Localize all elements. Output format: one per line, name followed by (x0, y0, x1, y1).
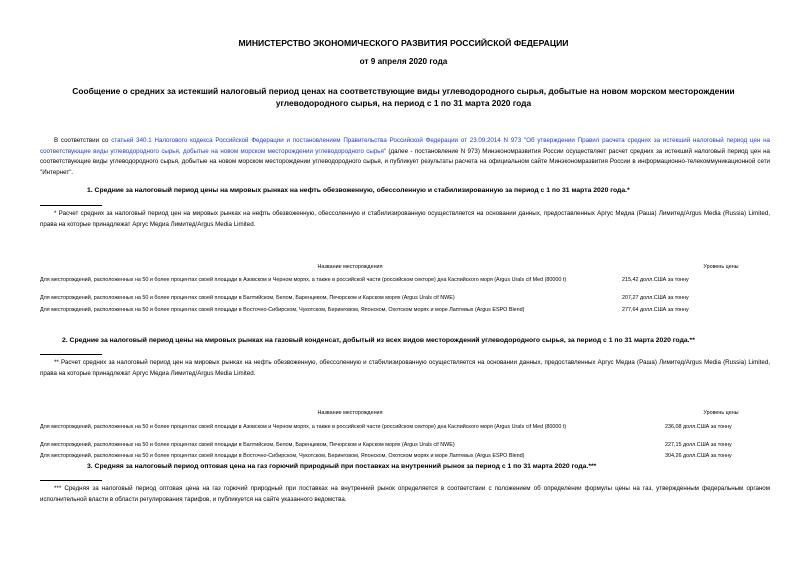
section2-footnote-text: ** Расчет средних за налоговый период цен на мировых рынках на нефть обезвоженную, обессоленную и стабилизированную осуществляется на основании данных, предоставленных Аргус Медиа (Раша) Лимитед/Argus Media (Russia) Limited, права на которые принадлежат Аргус Медиа Лимитед/Argus Media Limited. (40, 359, 770, 377)
column-header-name: Название месторождения (317, 410, 383, 416)
section2-footnote (40, 358, 770, 379)
section3-footnote-text: *** Средняя за налоговый период оптовая цена на газ горючий природный при поставках на внутренний рынок определяется в соответствии с положением об определении формулы цены на газ, утвержденным федеральным органом исполнительной власти в области регулирования тарифов, и публикуется на сайте указанного ведомства. (40, 485, 770, 503)
document-date: от 9 апреля 2020 года (359, 57, 448, 66)
row-value: 304,26 долл.США за тонну (665, 453, 732, 459)
document-title: Сообщение о средних за истекший налоговый период ценах на соответствующие виды углеводородного сырья, добытые на новом морском месторождении углеводородного сырья, на период с 1 по 31 марта 2020 года (72, 86, 735, 108)
column-header-name: Название месторождения (317, 264, 383, 270)
row-name: Для месторождений, расположенных на 50 и более процентах своей площади в Балтийском, Белом, Баренцевом, Печорском и Карском морях (Argus Urals cif NWE) (40, 442, 455, 448)
intro-paragraph (40, 136, 770, 178)
row-name: Для месторождений, расположенных на 50 и более процентах своей площади в Азовском и Черном морях, а также в российской части (российском секторе) дна Каспийского моря (Argus Urals cif Med (80000 t) (40, 424, 567, 430)
row-name: Для месторождений, расположенных на 50 и более процентах своей площади в Восточно-Сибирском, Чукотском, Беринговом, Японском, Охотском морях и море Лаптевых (Argus ESPO Blend) (40, 453, 525, 459)
section3-footnote (40, 484, 770, 505)
section1-footnote-text: * Расчет средних за налоговый период цен на мировых рынках на нефть обезвоженную, обессоленную и стабилизированную осуществляется на основании данных, предоставленных Аргус Медиа (Раша) Лимитед/Argus Media (Russia) Limited, права на которые принадлежат Аргус Медиа Лимитед/Argus Media Limited. (40, 210, 770, 228)
footnote-divider (40, 205, 102, 206)
ministry-name: МИНИСТЕРСТВО ЭКОНОМИЧЕСКОГО РАЗВИТИЯ РОССИЙСКОЙ ФЕДЕРАЦИИ (238, 38, 569, 48)
table-header (40, 264, 770, 272)
intro-rest: (далее - постановление N 973) Минэкономразвития России осуществляет расчет средних за истекший налоговый период цен на соответствующие виды углеводородного сырья, добытые на новом морском месторождении углеводородного сырья, и публикует результаты расчета на официальном сайте Минэкономразвития России в информационно-телекоммуникационной сети "Интернет". (40, 147, 770, 176)
row-name: Для месторождений, расположенных на 50 и более процентах своей площади в Восточно-Сибирском, Чукотском, Беринговом, Японском, Охотском морях и море Лаптевых (Argus ESPO Blend) (40, 307, 525, 313)
section3-heading: 3. Средняя за налоговый период оптовая цена на газ горючий природный при поставках на внутренний рынок за период с 1 по 31 марта 2020 года.*** (87, 463, 597, 470)
section1-heading: 1. Средние за налоговый период цены на мировых рынках на нефть обезвоженную, обессоленную и стабилизированную за период с 1 по 31 марта 2020 года.* (87, 187, 630, 194)
row-value: 277,64 долл.США за тонну (622, 307, 689, 313)
tax-code-link[interactable]: статьей 340.1 Налогового кодекса Российской Федерации (111, 137, 284, 144)
row-name: Для месторождений, расположенных на 50 и более процентах своей площади в Азовском и Черном морях, а также в российской части (российском секторе) дна Каспийского моря (Argus Urals cif Med (80000 t) (40, 277, 567, 283)
decree-link[interactable]: и постановлением Правительства Российской Федерации от 23.09.2014 N 973 "Об утверждении Правил расчета средних за истекший налоговый период цен на соответствующие виды углеводородного сырья, добытые на новом морском месторождении углеводородного сырья" (40, 137, 770, 155)
footnote-divider (40, 354, 102, 355)
column-header-value: Уровень цены (703, 410, 739, 416)
section1-footnote (40, 209, 770, 230)
row-name: Для месторождений, расположенных на 50 и более процентах своей площади в Балтийском, Белом, Баренцевом, Печорском и Карском морях (Argus Urals cif NWE) (40, 295, 455, 301)
section2-heading: 2. Средние за налоговый период цены на мировых рынках на газовый конденсат, добытый из всех видов месторождений углеводородного сырья, за период с 1 по 31 марта 2020 года.** (62, 337, 695, 344)
section2-table (40, 410, 770, 465)
row-value: 227,15 долл.США за тонну (665, 442, 732, 448)
row-value: 236,08 долл.США за тонну (665, 424, 732, 430)
section1-table (40, 264, 770, 319)
table-header (40, 410, 770, 418)
row-value: 215,42 долл.США за тонну (622, 277, 689, 283)
intro-lead: В соответствии со (54, 137, 112, 144)
row-value: 207,27 долл.США за тонну (622, 295, 689, 301)
column-header-value: Уровень цены (703, 264, 739, 270)
footnote-divider (40, 480, 102, 481)
